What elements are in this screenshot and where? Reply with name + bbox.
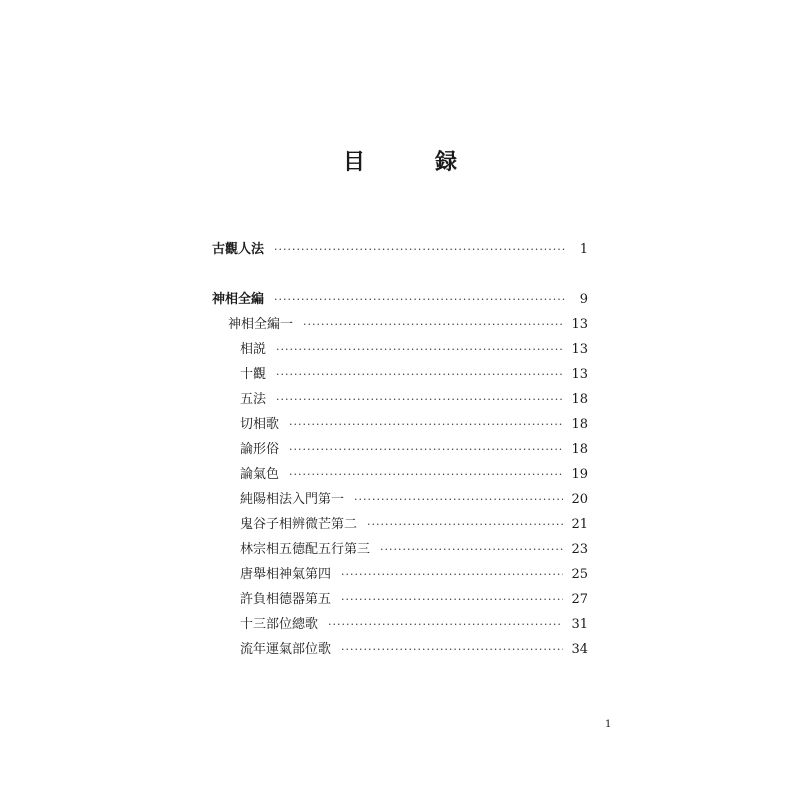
- leader-dots: [276, 340, 563, 360]
- leader-dots: [341, 565, 563, 585]
- toc-entry-label: 論氣色: [240, 467, 280, 482]
- toc-entry-page: 31: [571, 617, 588, 632]
- toc-entry-label: 相説: [240, 342, 267, 357]
- toc-entry-page: 13: [571, 317, 588, 332]
- leader-dots: [289, 415, 563, 435]
- toc-entry-page: 20: [571, 492, 588, 507]
- toc-entry-page: 23: [571, 542, 588, 557]
- toc-entry[interactable]: [228, 315, 588, 335]
- toc-entry[interactable]: [240, 615, 588, 635]
- toc-entry-label: 論形俗: [240, 442, 280, 457]
- toc-entry[interactable]: [240, 340, 588, 360]
- leader-dots: [367, 515, 563, 535]
- toc-entry[interactable]: [240, 390, 588, 410]
- toc-entry[interactable]: [212, 290, 588, 310]
- toc-entry-page: 34: [571, 642, 588, 657]
- toc-entry[interactable]: [212, 240, 588, 260]
- toc-entry-label: 流年運氣部位歌: [240, 642, 332, 657]
- toc-entry-page: 18: [571, 417, 588, 432]
- leader-dots: [380, 540, 563, 560]
- toc-entry-page: 9: [579, 292, 588, 307]
- toc-entry-page: 19: [571, 467, 588, 482]
- leader-dots: [341, 640, 563, 660]
- toc-entry-label: 純陽相法入門第一: [240, 492, 345, 507]
- toc-entry[interactable]: [240, 515, 588, 535]
- toc-entry[interactable]: [240, 415, 588, 435]
- leader-dots: [289, 465, 563, 485]
- toc-entry-page: 25: [571, 567, 588, 582]
- toc-entry-page: 18: [571, 442, 588, 457]
- toc-entry-page: 27: [571, 592, 588, 607]
- toc-entry-page: 13: [571, 367, 588, 382]
- toc-entry-label: 五法: [240, 392, 267, 407]
- toc-entry[interactable]: [240, 590, 588, 610]
- toc-entry-label: 古觀人法: [212, 242, 265, 257]
- toc-entry[interactable]: [240, 640, 588, 660]
- leader-dots: [303, 315, 563, 335]
- toc-entry-label: 林宗相五德配五行第三: [240, 542, 371, 557]
- leader-dots: [289, 440, 563, 460]
- leader-dots: [274, 240, 566, 260]
- leader-dots: [276, 365, 563, 385]
- leader-dots: [274, 290, 566, 310]
- leader-dots: [354, 490, 563, 510]
- toc-entry[interactable]: [240, 465, 588, 485]
- leader-dots: [341, 590, 563, 610]
- toc-entry-label: 神相全編一: [228, 317, 294, 332]
- toc-entry-label: 鬼谷子相辨微芒第二: [240, 517, 358, 532]
- toc-entry-page: 21: [571, 517, 588, 532]
- page-number: 1: [605, 719, 612, 730]
- toc-entry[interactable]: [240, 440, 588, 460]
- toc-entry[interactable]: [240, 365, 588, 385]
- toc-entry[interactable]: [240, 540, 588, 560]
- toc-entry-page: 1: [579, 242, 588, 257]
- toc-entry[interactable]: [240, 565, 588, 585]
- leader-dots: [276, 390, 563, 410]
- page-title: 目 録: [342, 149, 481, 175]
- toc-entry-label: 十三部位總歌: [240, 617, 319, 632]
- toc-entry-page: 13: [571, 342, 588, 357]
- toc-entry-label: 神相全編: [212, 292, 265, 307]
- toc-entry-label: 十觀: [240, 367, 267, 382]
- toc-entry-label: 切相歌: [240, 417, 280, 432]
- toc-entry-label: 唐舉相神氣第四: [240, 567, 332, 582]
- leader-dots: [328, 615, 563, 635]
- toc-entry-page: 18: [571, 392, 588, 407]
- toc-entry[interactable]: [240, 490, 588, 510]
- toc-entry-label: 許負相德器第五: [240, 592, 332, 607]
